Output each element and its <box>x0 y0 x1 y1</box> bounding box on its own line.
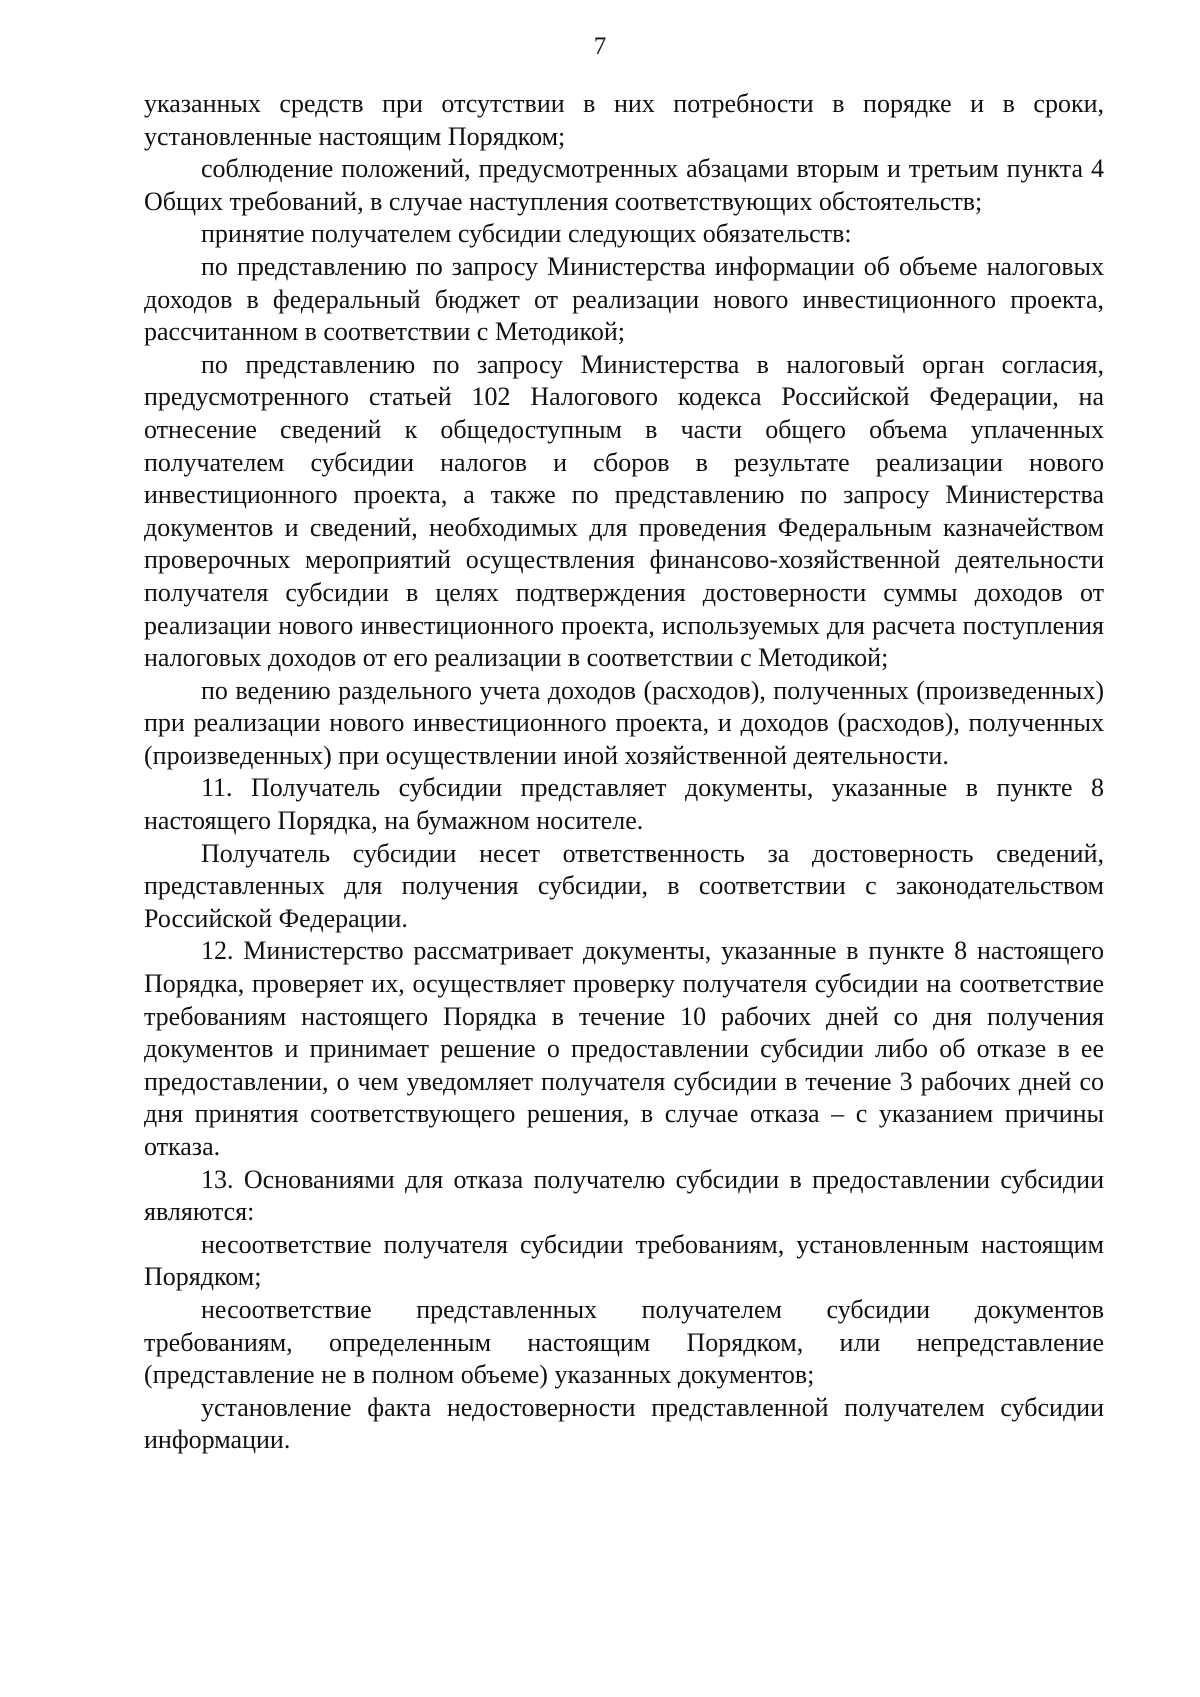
paragraph: по ведению раздельного учета доходов (расходов), полученных (произведенных) при реализации нового инвестиционного проекта, и доходов (расходов), полученных (произведенных) при осуществлении иной хозяйственной деятельности. <box>144 675 1104 770</box>
paragraph: указанных средств при отсутствии в них потребности в порядке и в сроки, установленные настоящим Порядком; <box>144 89 1104 151</box>
document-body <box>144 88 1104 1457</box>
paragraph: несоответствие представленных получателем субсидии документов требованиям, определенным настоящим Порядком, или непредставление (представление не в полном объеме) указанных документов; <box>144 1294 1104 1390</box>
paragraph: по представлению по запросу Министерства в налоговый орган согласия, предусмотренного статьей 102 Налогового кодекса Российской Федерации, на отнесение сведений к общедоступным в части общего объема уплаченных получателем субсидии налогов и сборов в результате реализации нового инвестиционного проекта, а также по представлению по запросу Министерства документов и сведений, необходимых для проведения Федеральным казначейством проверочных мероприятий осуществления финансово-хозяйственной деятельности получателя субсидии в целях подтверждения достоверности суммы доходов от реализации нового инвестиционного проекта, используемых для расчета поступления налоговых доходов от его реализации в соответствии с Методикой; <box>144 349 1104 673</box>
paragraph: 12. Министерство рассматривает документы, указанные в пункте 8 настоящего Порядка, проверяет их, осуществляет проверку получателя субсидии на соответствие требованиям настоящего Порядка в течение 10 рабочих дней со дня получения документов и принимает решение о предоставлении субсидии либо об отказе в ее предоставлении, о чем уведомляет получателя субсидии в течение 3 рабочих дней со дня принятия соответствующего решения, в случае отказа – с указанием причины отказа. <box>144 936 1104 1161</box>
paragraph: 13. Основаниями для отказа получателю субсидии в предоставлении субсидии являются: <box>144 1164 1104 1227</box>
paragraph: установление факта недостоверности представленной получателем субсидии информации. <box>144 1392 1104 1455</box>
paragraph: соблюдение положений, предусмотренных абзацами вторым и третьим пункта 4 Общих требований, в случае наступления соответствующих обстоятельств; <box>144 154 1104 216</box>
page-number: 7 <box>593 33 607 60</box>
paragraph: несоответствие получателя субсидии требованиям, установленным настоящим Порядком; <box>144 1229 1104 1292</box>
paragraph: 11. Получатель субсидии представляет документы, указанные в пункте 8 настоящего Порядка, на бумажном носителе. <box>144 773 1104 836</box>
paragraph: принятие получателем субсидии следующих обязательств: <box>201 219 852 249</box>
paragraph: Получатель субсидии несет ответственность за достоверность сведений, представленных для получения субсидии, в соответствии с законодательством Российской Федерации. <box>144 838 1104 933</box>
paragraph: по представлению по запросу Министерства информации об объеме налоговых доходов в федеральный бюджет от реализации нового инвестиционного проекта, рассчитанном в соответствии с Методикой; <box>144 251 1104 347</box>
